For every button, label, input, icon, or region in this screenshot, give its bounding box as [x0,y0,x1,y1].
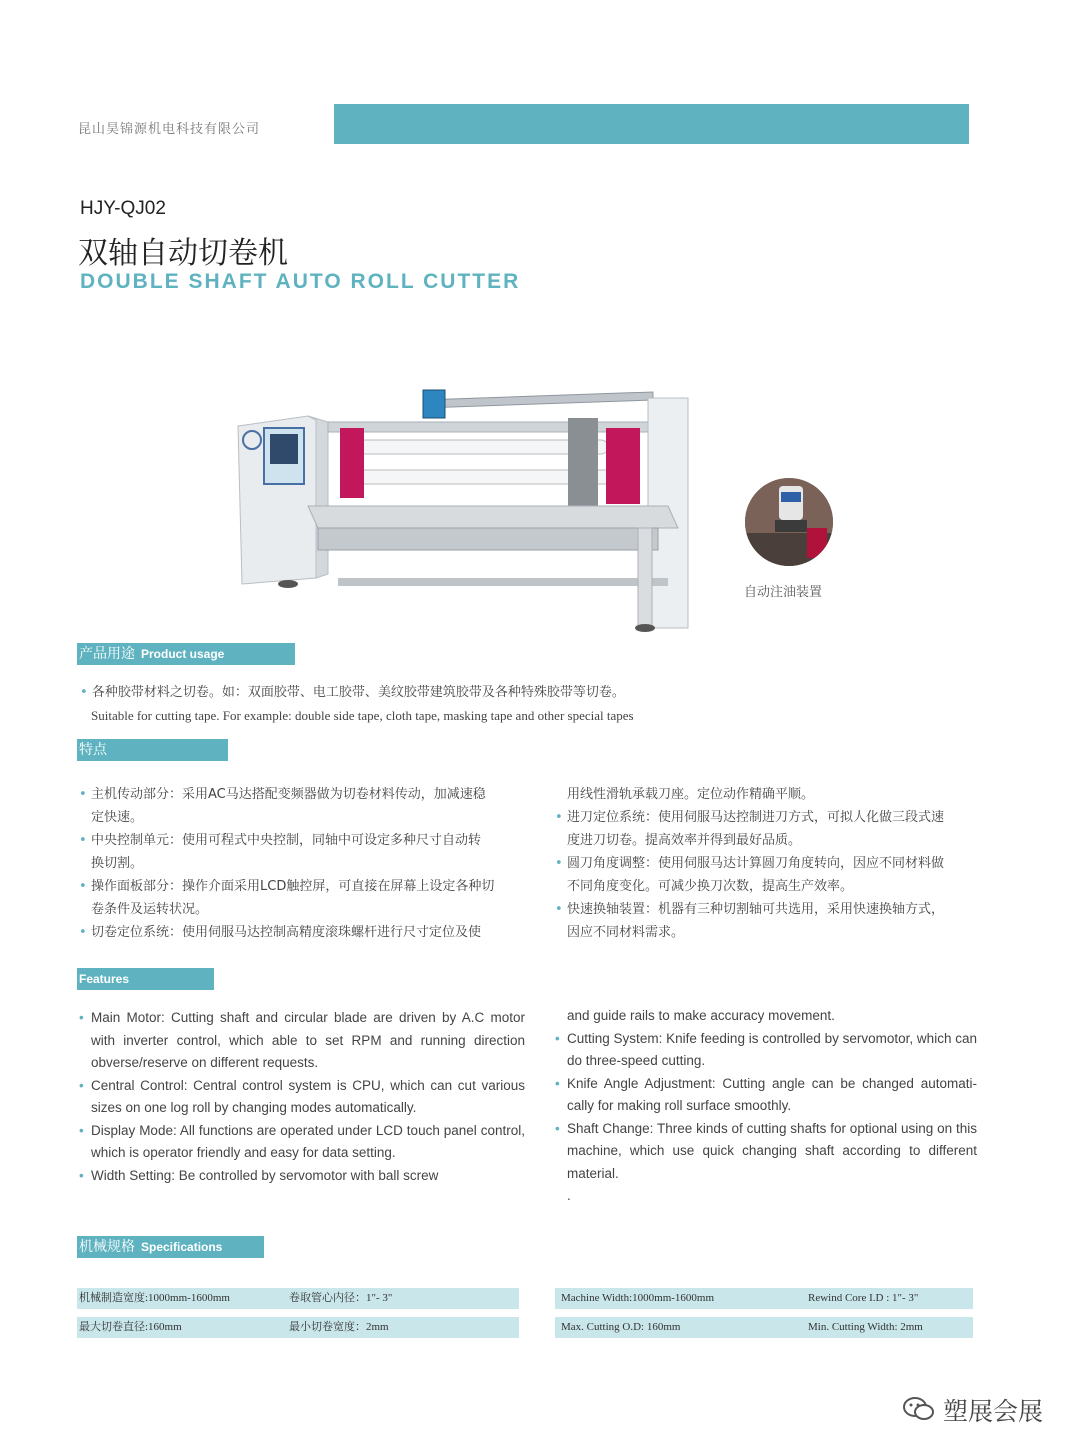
feature-text: Display Mode: All functions are operated under LCD touch panel control, which is operator friendly and easy for data setting. [91,1122,525,1160]
feature-item [555,852,990,875]
watermark [943,1392,1043,1428]
features-cn-label: 特点 [79,742,107,758]
specs-label-en: Specifications [141,1240,223,1254]
feature-item [79,783,539,806]
wechat-icon [903,1396,935,1422]
bullet-icon: • [79,833,87,848]
watermark-text: 塑展会展 [942,1397,1043,1426]
feature-item [79,806,539,829]
feature-item [555,898,990,921]
spec-row-en-1 [555,1288,973,1309]
bullet-icon: • [79,1122,84,1138]
section-label-usage [77,643,295,665]
feature-text: 卷条件及运转状况。 [91,902,209,917]
spec-row-cn-2 [77,1317,519,1338]
bullet-icon: • [79,1010,84,1025]
product-title-cn: 双轴自动切卷机 [78,236,288,271]
usage-text-cn: • 各种胶带材料之切卷。如：双面胶带、电工胶带、美纹胶带建筑胶带及各种特殊胶带等切卷。 [80,685,625,700]
section-label-features-cn [77,739,228,761]
bullet-icon: • [555,1030,560,1046]
feature-item [555,1005,977,1028]
feature-item [555,1118,977,1186]
company-name: 昆山昊锦源机电科技有限公司 [78,122,261,137]
feature-item [79,829,539,852]
bullet-icon: • [555,856,563,871]
spec-cell: 最大切卷直径:160mm [79,1321,182,1333]
bullet-icon: • [79,1167,84,1183]
feature-item [555,1185,977,1208]
feature-text: 主机传动部分：采用AC马达搭配变频器做为切卷材料传动，加减速稳 [91,787,486,802]
feature-text: 定快速。 [91,810,144,825]
bullet-icon: • [79,879,87,894]
feature-item [79,1165,525,1188]
bullet-icon: • [555,902,563,917]
features-en-left [79,1007,525,1187]
feature-item [555,875,990,898]
bullet-icon: • [79,787,87,802]
feature-text: 不同角度变化。可减少换刀次数，提高生产效率。 [567,879,854,894]
feature-text: 因应不同材料需求。 [567,925,685,940]
feature-text: and guide rails to make accuracy movement. [567,1008,835,1023]
spec-cell: Max. Cutting O.D: 160mm [561,1321,681,1333]
features-cn-right [555,783,990,944]
feature-item [555,1028,977,1073]
machine-image [228,378,698,636]
spec-cell: Machine Width:1000mm-1600mm [561,1292,715,1304]
feature-item [79,898,539,921]
feature-item [79,1120,525,1165]
spec-cell: 卷取管心内径：1"- 3" [289,1292,393,1304]
model-number: HJY-QJ02 [80,198,166,219]
feature-item [555,806,990,829]
feature-text: Width Setting: Be controlled by servomotor with ball screw [91,1167,439,1183]
spec-cell: Rewind Core I.D : 1"- 3" [808,1292,919,1304]
spec-cell: 最小切卷宽度：2mm [289,1321,389,1333]
feature-text: 快速换轴装置：机器有三种切割轴可共选用，采用快速换轴方式， [567,902,945,917]
specs-label-cn: 机械规格 [79,1239,135,1255]
section-label-features-en [77,968,214,990]
product-title-en: DOUBLE SHAFT AUTO ROLL CUTTER [80,270,521,293]
feature-item [555,829,990,852]
feature-item [79,1075,525,1120]
bullet-icon: • [555,1120,560,1136]
spec-cell: 机械制造宽度:1000mm-1600mm [79,1292,230,1304]
usage-label-en: Product usage [141,647,225,661]
feature-item [555,783,990,806]
features-en-right [555,1005,977,1208]
spec-row-cn-1 [77,1288,519,1309]
feature-item [555,921,990,944]
spec-cell: Min. Cutting Width: 2mm [808,1321,923,1333]
feature-item [79,852,539,875]
feature-text: Central Control: Central control system is CPU, which can cut various sizes on one log roll by changing modes automatically. [91,1077,525,1115]
feature-item [79,1007,525,1075]
usage-text-en: Suitable for cutting tape. For example: double side tape, cloth tape, masking tape and other special tapes [91,708,634,723]
feature-text: Shaft Change: Three kinds of cutting shafts for optional using on this machine, which use quick changing shaft according to different material. [567,1120,977,1181]
feature-item [555,1073,977,1118]
feature-text: 切卷定位系统：使用伺服马达控制高精度滚珠螺杆进行尺寸定位及使 [91,925,482,940]
auto-oiling-device-image [745,478,833,566]
feature-text: 用线性滑轨承载刀座。定位动作精确平顺。 [567,787,815,802]
feature-text: 度进刀切卷。提高效率并得到最好品质。 [567,833,802,848]
feature-text: Knife Angle Adjustment: Cutting angle can be changed automati-cally for making roll surface smoothly. [567,1075,977,1113]
feature-text: Cutting System: Knife feeding is controlled by servomotor, which can do three-speed cutting. [567,1030,977,1068]
bullet-icon: • [555,810,563,825]
bullet-icon: • [555,1075,560,1091]
feature-text: . [567,1188,571,1203]
usage-label-cn: 产品用途 [79,646,135,662]
features-cn-left [79,783,539,944]
inset-caption: 自动注油装置 [744,585,823,600]
feature-text: Main Motor: Cutting shaft and circular blade are driven by A.C motor with inverter control, which able to set RPM and running direction obverse/reserve on different requests. [91,1010,525,1070]
feature-text: 换切割。 [91,856,144,871]
feature-text: 圆刀角度调整：使用伺服马达计算圆刀角度转向，因应不同材料做 [567,856,945,871]
spec-row-en-2 [555,1317,973,1338]
feature-text: 操作面板部分：操作介面采用LCD触控屏，可直接在屏幕上设定各种切 [91,879,495,894]
feature-item [79,875,539,898]
section-label-specifications [77,1236,264,1258]
header-color-bar [334,104,969,144]
usage-text-cn-content: 各种胶带材料之切卷。如：双面胶带、电工胶带、美纹胶带建筑胶带及各种特殊胶带等切卷。 [91,685,625,700]
bullet-icon: • [79,925,87,940]
feature-text: 进刀定位系统：使用伺服马达控制进刀方式，可拟人化做三段式速 [567,810,945,825]
feature-text: 中央控制单元：使用可程式中央控制，同轴中可设定多种尺寸自动转 [91,833,482,848]
feature-item [79,921,539,944]
features-en-label: Features [79,972,130,986]
bullet-icon: • [79,1077,84,1093]
